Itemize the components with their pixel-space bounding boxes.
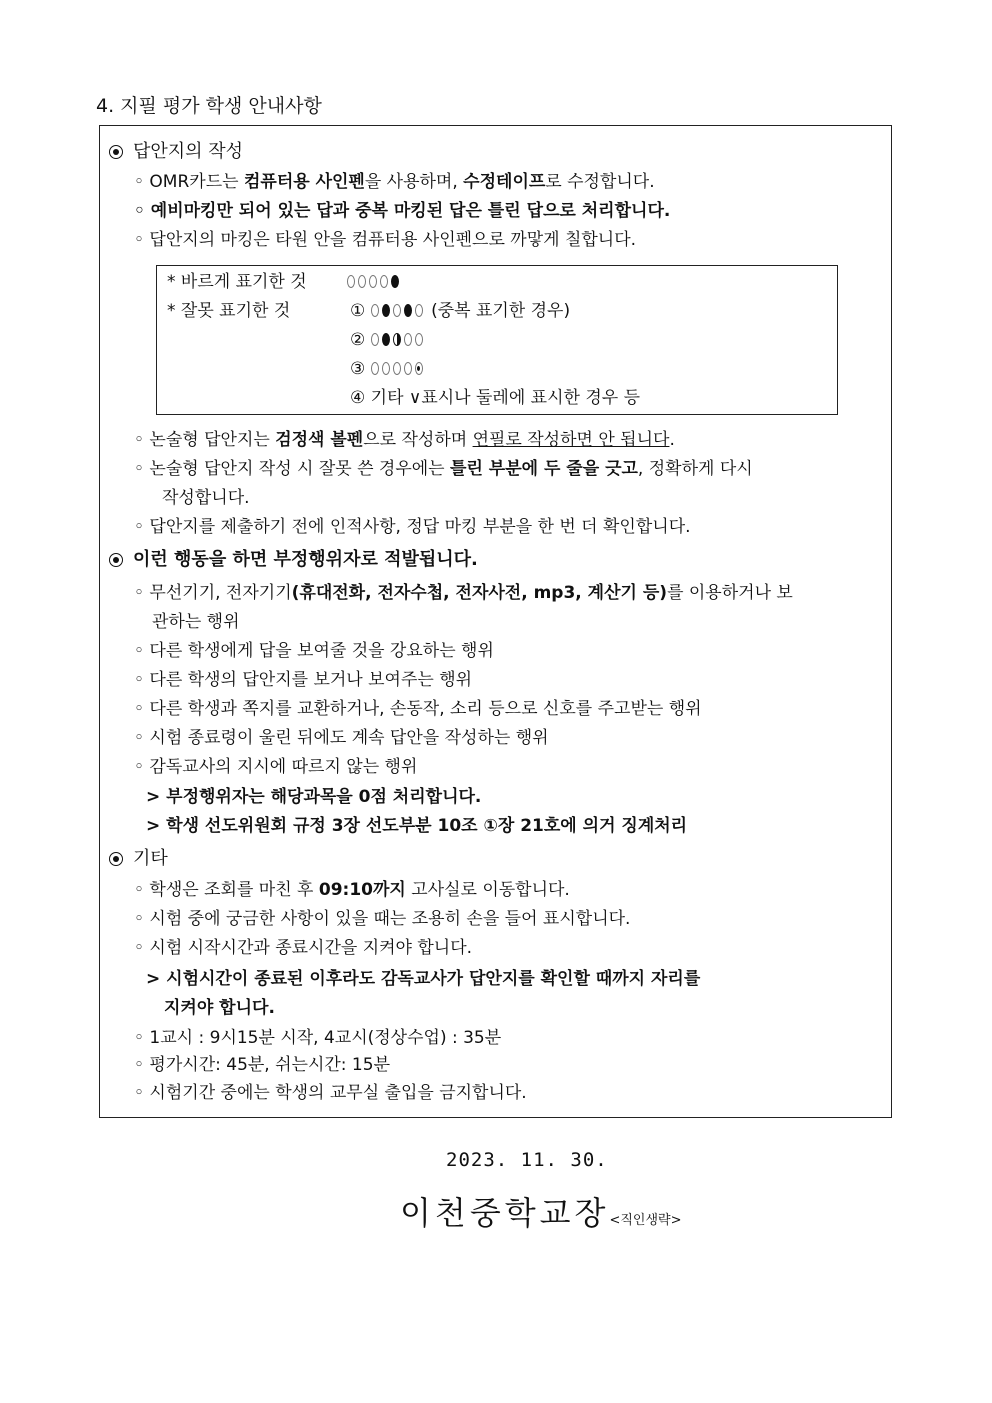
section-etc	[109, 848, 168, 870]
section-title: 기타	[133, 848, 168, 869]
example-wrong-label: * 잘못 표기한 것	[167, 301, 291, 321]
bubble-filled-icon	[382, 304, 390, 317]
list-item	[134, 582, 793, 604]
text: (중복 표기한 경우)	[431, 301, 571, 321]
bubble-dot-icon	[415, 362, 423, 375]
bubble-empty-icon	[415, 333, 423, 346]
text: 09:10까지	[318, 880, 406, 900]
text: 로 수정합니다.	[545, 172, 655, 192]
bubble-empty-icon	[404, 362, 412, 375]
bubble-empty-icon	[369, 275, 377, 288]
document-date: 2023. 11. 30.	[446, 1149, 608, 1171]
section-cheating	[109, 549, 478, 571]
principal-signature: 이천중학교장	[400, 1194, 610, 1232]
notice-note-continuation: 지켜야 합니다.	[164, 998, 275, 1018]
bubble-empty-icon	[347, 275, 355, 288]
text: ◦ 논술형 답안지 작성 시 잘못 쓴 경우에는	[134, 459, 451, 479]
bubble-empty-icon	[404, 333, 412, 346]
bubble-empty-icon	[371, 362, 379, 375]
text: , 정확하게 다시	[637, 459, 753, 479]
list-item	[134, 458, 753, 480]
text: 고사실로 이동합니다.	[405, 880, 570, 900]
text: 를 이용하거나 보	[667, 583, 793, 603]
bubble-empty-icon	[380, 275, 388, 288]
section-heading: 4. 지필 평가 학생 안내사항	[96, 95, 322, 117]
penalty-note: > 부정행위자는 해당과목을 0점 처리합니다.	[146, 787, 482, 807]
example-wrong-1	[350, 300, 570, 322]
marking-example-box	[156, 265, 838, 415]
text: 수정테이프	[463, 172, 546, 192]
text: ③	[350, 359, 366, 379]
list-item: ◦ 시험 종료령이 울린 뒤에도 계속 답안을 작성하는 행위	[134, 728, 549, 748]
notice-note: > 시험시간이 종료된 이후라도 감독교사가 답안지를 확인할 때까지 자리를	[146, 969, 701, 989]
penalty-note: > 학생 선도위원회 규정 3장 선도부분 10조 ①장 21호에 의거 징계처리	[146, 816, 688, 836]
bubble-empty-icon	[358, 275, 366, 288]
text: 틀린 부분에 두 줄을 긋고	[450, 459, 638, 479]
example-wrong-2	[350, 329, 426, 351]
example-correct-bubbles	[347, 271, 402, 293]
section-title: 이런 행동을 하면 부정행위자로 적발됩니다.	[133, 549, 478, 570]
list-item: ◦ 답안지를 제출하기 전에 인적사항, 정답 마킹 부분을 한 번 더 확인합니다.	[134, 517, 691, 537]
list-item-continuation: 작성합니다.	[162, 488, 250, 508]
list-item: ◦ 시험 시작시간과 종료시간을 지켜야 합니다.	[134, 938, 473, 958]
bubble-filled-icon	[382, 333, 390, 346]
text: ①	[350, 301, 366, 321]
text: 검정색 볼펜	[275, 430, 364, 450]
bubble-empty-icon	[382, 362, 390, 375]
list-item: ◦ 답안지의 마킹은 타원 안을 컴퓨터용 사인펜으로 까맣게 칠합니다.	[134, 230, 637, 250]
bubble-empty-icon	[415, 304, 423, 317]
list-item: ◦ 다른 학생의 답안지를 보거나 보여주는 행위	[134, 670, 473, 690]
bubble-half-icon	[393, 333, 401, 346]
list-item: ◦ 다른 학생과 쪽지를 교환하거나, 손동작, 소리 등으로 신호를 주고받는 행위	[134, 699, 702, 719]
text: ◦ 무선기기, 전자기기	[134, 583, 292, 603]
section-title: 답안지의 작성	[133, 141, 244, 162]
text: ◦ OMR카드는	[134, 172, 244, 192]
text: ◦ 논술형 답안지는	[134, 430, 276, 450]
bubble-filled-icon	[391, 275, 399, 288]
text: ②	[350, 330, 366, 350]
radio-bullet-icon	[109, 553, 123, 567]
list-item	[134, 171, 655, 193]
seal-note: <직인생략>	[609, 1213, 682, 1228]
list-item: ◦ 평가시간: 45분, 쉬는시간: 15분	[134, 1055, 390, 1075]
radio-bullet-icon	[109, 852, 123, 866]
example-wrong-3	[350, 358, 426, 380]
list-item: ◦ 예비마킹만 되어 있는 답과 중복 마킹된 답은 틀린 답으로 처리합니다.	[134, 201, 671, 221]
list-item	[134, 429, 675, 451]
signature-block	[400, 1188, 682, 1234]
list-item: ◦ 감독교사의 지시에 따르지 않는 행위	[134, 757, 418, 777]
text: 으로 작성하며	[363, 430, 473, 450]
list-item: ◦ 다른 학생에게 답을 보여줄 것을 강요하는 행위	[134, 641, 494, 661]
text: 을 사용하며,	[364, 172, 464, 192]
list-item-continuation: 관하는 행위	[152, 612, 240, 632]
bubble-empty-icon	[371, 333, 379, 346]
text: 연필로 작성하면 안 됩니다	[472, 430, 670, 450]
example-wrong-4: ④ 기타 ∨표시나 둘레에 표시한 경우 등	[350, 388, 641, 408]
list-item: ◦ 시험기간 중에는 학생의 교무실 출입을 금지합니다.	[134, 1083, 527, 1103]
text: .	[669, 430, 675, 450]
radio-bullet-icon	[109, 145, 123, 159]
bubble-empty-icon	[393, 304, 401, 317]
list-item	[134, 879, 570, 901]
list-item: ◦ 시험 중에 궁금한 사항이 있을 때는 조용히 손을 들어 표시합니다.	[134, 909, 631, 929]
bubble-empty-icon	[371, 304, 379, 317]
bubble-empty-icon	[393, 362, 401, 375]
text: ◦ 학생은 조회를 마친 후	[134, 880, 319, 900]
text: (휴대전화, 전자수첩, 전자사전, mp3, 계산기 등)	[291, 583, 668, 603]
text: 컴퓨터용 사인펜	[243, 172, 365, 192]
section-answer-sheet	[109, 141, 243, 163]
list-item: ◦ 1교시 : 9시15분 시작, 4교시(정상수업) : 35분	[134, 1028, 502, 1048]
notice-box	[99, 125, 892, 1118]
example-correct-label: * 바르게 표기한 것	[167, 272, 307, 292]
bubble-filled-icon	[404, 304, 412, 317]
